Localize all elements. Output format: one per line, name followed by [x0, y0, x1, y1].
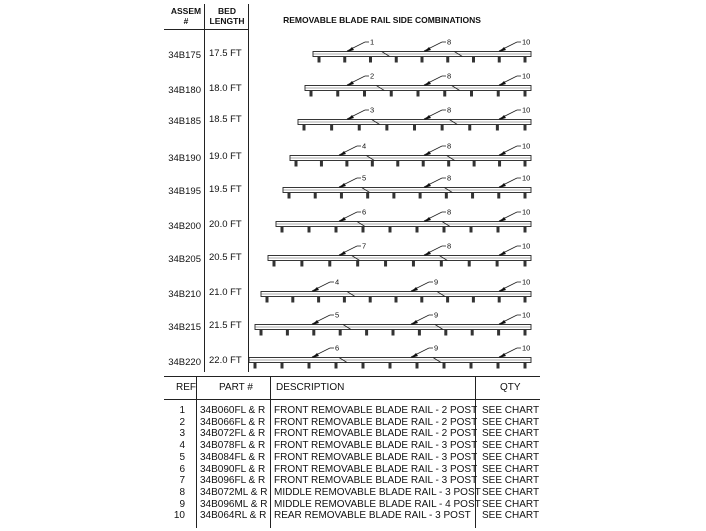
rail-post: [392, 330, 395, 336]
part-description: FRONT REMOVABLE BLADE RAIL - 2 POST: [274, 416, 478, 428]
rail-post: [412, 261, 415, 267]
callout-ref: 8: [447, 241, 452, 251]
rail-post: [470, 227, 473, 233]
rail-post: [472, 297, 475, 303]
callout-ref: 10: [522, 277, 531, 287]
parts-row: [0, 440, 706, 452]
parts-row: [0, 499, 706, 511]
rail-post: [468, 261, 471, 267]
rail-post: [281, 227, 284, 233]
part-qty: SEE CHART: [482, 416, 540, 428]
rail-post: [420, 297, 423, 303]
parts-table-top: [164, 376, 540, 377]
part-ref: 5: [179, 451, 185, 463]
part-ref: 10: [173, 510, 185, 522]
part-description: REAR REMOVABLE BLADE RAIL - 3 POST: [274, 510, 471, 522]
rail-post: [524, 91, 527, 97]
rail-post: [422, 161, 425, 167]
rail-post: [343, 297, 346, 303]
assem-number: 34B180: [168, 85, 201, 96]
callout-ref: 10: [522, 105, 531, 115]
rail-post: [339, 330, 342, 336]
parts-row: [0, 417, 706, 429]
rail-post: [362, 363, 365, 369]
callout-ref: 8: [447, 37, 452, 47]
rail-post: [389, 227, 392, 233]
rail-post: [524, 193, 527, 199]
rail-post: [310, 91, 313, 97]
rail-post: [473, 161, 476, 167]
callout-ref: 10: [522, 141, 531, 151]
rail-post: [498, 297, 501, 303]
rail-post: [468, 125, 471, 131]
parts-header-description: DESCRIPTION: [276, 382, 345, 393]
rail-post: [317, 297, 320, 303]
rail-post: [390, 91, 393, 97]
rail-post: [524, 261, 527, 267]
bed-length: 18.5 FT: [209, 114, 242, 125]
parts-header-part: PART #: [219, 382, 253, 393]
rail-post: [308, 227, 311, 233]
rail-post: [496, 261, 499, 267]
part-ref: 9: [179, 498, 185, 510]
part-qty: SEE CHART: [482, 463, 540, 475]
rail-post: [419, 193, 422, 199]
part-ref: 4: [179, 440, 185, 452]
rail-post: [524, 161, 527, 167]
parts-header-rule: [164, 399, 540, 400]
assem-number: 34B205: [168, 254, 201, 265]
length-label: LENGTH: [209, 16, 245, 26]
rail-post: [340, 193, 343, 199]
assem-number: 34B190: [168, 153, 201, 164]
part-description: MIDDLE REMOVABLE BLADE RAIL - 3 POST: [274, 486, 481, 498]
bed-length: 18.0 FT: [209, 83, 242, 94]
rail-post: [308, 363, 311, 369]
col-header-combinations: REMOVABLE BLADE RAIL SIDE COMBINATIONS: [283, 15, 481, 25]
assem-number-sign: #: [183, 16, 189, 26]
callout-ref: 7: [362, 241, 367, 251]
rail-post: [446, 57, 449, 63]
callout-ref: 10: [522, 173, 531, 183]
part-number: 34B078FL & R: [200, 440, 266, 452]
assem-number: 34B195: [168, 186, 201, 197]
rail-post: [497, 330, 500, 336]
rail-post: [362, 227, 365, 233]
parts-header-ref: REF: [176, 382, 196, 393]
rail-post: [443, 91, 446, 97]
rail-post: [392, 193, 395, 199]
rail-post: [300, 261, 303, 267]
rail-post: [365, 330, 368, 336]
bed-length: 20.5 FT: [209, 252, 242, 263]
part-description: FRONT REMOVABLE BLADE RAIL - 2 POST: [274, 428, 478, 440]
rail-post: [396, 161, 399, 167]
rail-post: [498, 57, 501, 63]
part-qty: SEE CHART: [482, 428, 540, 440]
callout-ref: 10: [522, 207, 531, 217]
callout-ref: 8: [447, 207, 452, 217]
rail-post: [496, 125, 499, 131]
parts-row: [0, 452, 706, 464]
rail-post: [446, 297, 449, 303]
rail-post: [524, 125, 527, 131]
rail-post: [356, 261, 359, 267]
part-number: 34B084FL & R: [200, 451, 266, 463]
rail-post: [418, 330, 421, 336]
rail-post: [444, 330, 447, 336]
part-qty: SEE CHART: [482, 440, 540, 452]
callout-ref: 10: [522, 343, 531, 353]
rail-post: [497, 193, 500, 199]
callout-ref: 8: [447, 105, 452, 115]
part-qty: SEE CHART: [482, 475, 540, 487]
callout-ref: 10: [522, 310, 531, 320]
part-number: 34B066FL & R: [200, 416, 266, 428]
callout-ref: 3: [370, 105, 375, 115]
rail-post: [369, 57, 372, 63]
callout-ref: 9: [434, 277, 439, 287]
part-description: FRONT REMOVABLE BLADE RAIL - 3 POST: [274, 475, 478, 487]
callout-ref: 9: [434, 310, 439, 320]
bed-length: 21.5 FT: [209, 320, 242, 331]
part-ref: 7: [179, 475, 185, 487]
rail-post: [385, 125, 388, 131]
part-description: FRONT REMOVABLE BLADE RAIL - 3 POST: [274, 463, 478, 475]
rail-post: [384, 261, 387, 267]
rail-post: [524, 330, 527, 336]
rail-post: [273, 261, 276, 267]
part-number: 34B072FL & R: [200, 428, 266, 440]
part-ref: 1: [179, 405, 185, 416]
rail-post: [472, 57, 475, 63]
part-qty: SEE CHART: [482, 451, 540, 463]
rail-post: [314, 193, 317, 199]
part-qty: SEE CHART: [482, 498, 540, 510]
callout-ref: 10: [522, 37, 531, 47]
rail-post: [497, 91, 500, 97]
rail-post: [524, 363, 527, 369]
assem-number: 34B215: [168, 322, 201, 333]
callout-ref: 10: [522, 71, 531, 81]
callout-ref: 5: [335, 310, 340, 320]
rail-post: [497, 363, 500, 369]
part-ref: 3: [179, 428, 185, 440]
rail-post: [366, 193, 369, 199]
rail-post: [417, 91, 420, 97]
rail-post: [443, 227, 446, 233]
part-number: 34B096ML & R: [200, 498, 268, 510]
bed-length: 22.0 FT: [209, 355, 242, 366]
assem-label: ASSEM: [170, 6, 202, 16]
part-ref: 6: [179, 463, 185, 475]
rail-post: [498, 161, 501, 167]
rail-post: [524, 57, 527, 63]
rail-post: [295, 161, 298, 167]
rail-post: [471, 330, 474, 336]
rail-post: [281, 363, 284, 369]
callout-ref: 4: [335, 277, 340, 287]
rail-post: [524, 297, 527, 303]
rail-post: [335, 363, 338, 369]
part-description: FRONT REMOVABLE BLADE RAIL - 2 POST: [274, 405, 478, 416]
rail-post: [389, 363, 392, 369]
rail-post: [266, 297, 269, 303]
parts-row: [0, 487, 706, 499]
rail-post: [369, 297, 372, 303]
rail-post: [497, 227, 500, 233]
bed-label: BED: [218, 6, 236, 16]
callout-ref: 6: [362, 207, 367, 217]
rail-post: [421, 57, 424, 63]
rail-post: [470, 91, 473, 97]
assem-number: 34B175: [168, 50, 201, 61]
rail-post: [471, 193, 474, 199]
rail-post: [470, 363, 473, 369]
rail-post: [318, 57, 321, 63]
rail-post: [291, 297, 294, 303]
rail-post: [358, 125, 361, 131]
rail-post: [320, 161, 323, 167]
part-ref: 2: [179, 416, 185, 428]
callout-ref: 9: [434, 343, 439, 353]
rail-post: [303, 125, 306, 131]
bed-length: 21.0 FT: [209, 287, 242, 298]
rail-post: [336, 91, 339, 97]
parts-row: [0, 428, 706, 440]
parts-row: [0, 405, 706, 417]
assem-number: 34B210: [168, 289, 201, 300]
assem-number: 34B200: [168, 221, 201, 232]
bed-length: 20.0 FT: [209, 219, 242, 230]
part-qty: SEE CHART: [482, 486, 540, 498]
rail-post: [416, 363, 419, 369]
callout-ref: 6: [335, 343, 340, 353]
rail-post: [441, 125, 444, 131]
rail-post: [416, 227, 419, 233]
rail-post: [395, 297, 398, 303]
part-description: FRONT REMOVABLE BLADE RAIL - 3 POST: [274, 451, 478, 463]
rail-post: [440, 261, 443, 267]
rail-post: [443, 363, 446, 369]
rail-post: [524, 227, 527, 233]
rail-post: [335, 227, 338, 233]
bed-length: 19.0 FT: [209, 151, 242, 162]
parts-row: [0, 510, 706, 522]
rail-post: [371, 161, 374, 167]
rail-post: [447, 161, 450, 167]
rail-post: [445, 193, 448, 199]
rail-post: [363, 91, 366, 97]
part-description: MIDDLE REMOVABLE BLADE RAIL - 4 POST: [274, 498, 481, 510]
callout-ref: 4: [362, 141, 367, 151]
callout-ref: 5: [362, 173, 367, 183]
rail-post: [288, 193, 291, 199]
part-qty: SEE CHART: [482, 510, 540, 522]
part-qty: SEE CHART: [482, 405, 540, 416]
part-number: 34B060FL & R: [200, 405, 266, 416]
parts-row: [0, 475, 706, 487]
assem-number: 34B185: [168, 116, 201, 127]
rail-post: [343, 57, 346, 63]
rail-post: [345, 161, 348, 167]
parts-row: [0, 464, 706, 476]
callout-ref: 8: [447, 173, 452, 183]
rail-post: [395, 57, 398, 63]
parts-header-qty: QTY: [500, 382, 521, 393]
part-description: FRONT REMOVABLE BLADE RAIL - 3 POST: [274, 440, 478, 452]
bed-length: 17.5 FT: [209, 48, 242, 59]
rail-post: [286, 330, 289, 336]
callout-ref: 1: [370, 37, 375, 47]
callout-ref: 10: [522, 241, 531, 251]
rail-post: [312, 330, 315, 336]
assem-number: 34B220: [168, 357, 201, 368]
part-number: 34B090FL & R: [200, 463, 266, 475]
bed-length: 19.5 FT: [209, 184, 242, 195]
part-ref: 8: [179, 486, 185, 498]
callout-ref: 2: [370, 71, 375, 81]
part-number: 34B072ML & R: [200, 486, 268, 498]
part-number: 34B064RL & R: [200, 510, 267, 522]
callout-ref: 8: [447, 141, 452, 151]
rail-post: [330, 125, 333, 131]
rail-post: [413, 125, 416, 131]
rail-post: [260, 330, 263, 336]
callout-ref: 8: [447, 71, 452, 81]
rail-post: [254, 363, 257, 369]
rail-post: [328, 261, 331, 267]
part-number: 34B096FL & R: [200, 475, 266, 487]
